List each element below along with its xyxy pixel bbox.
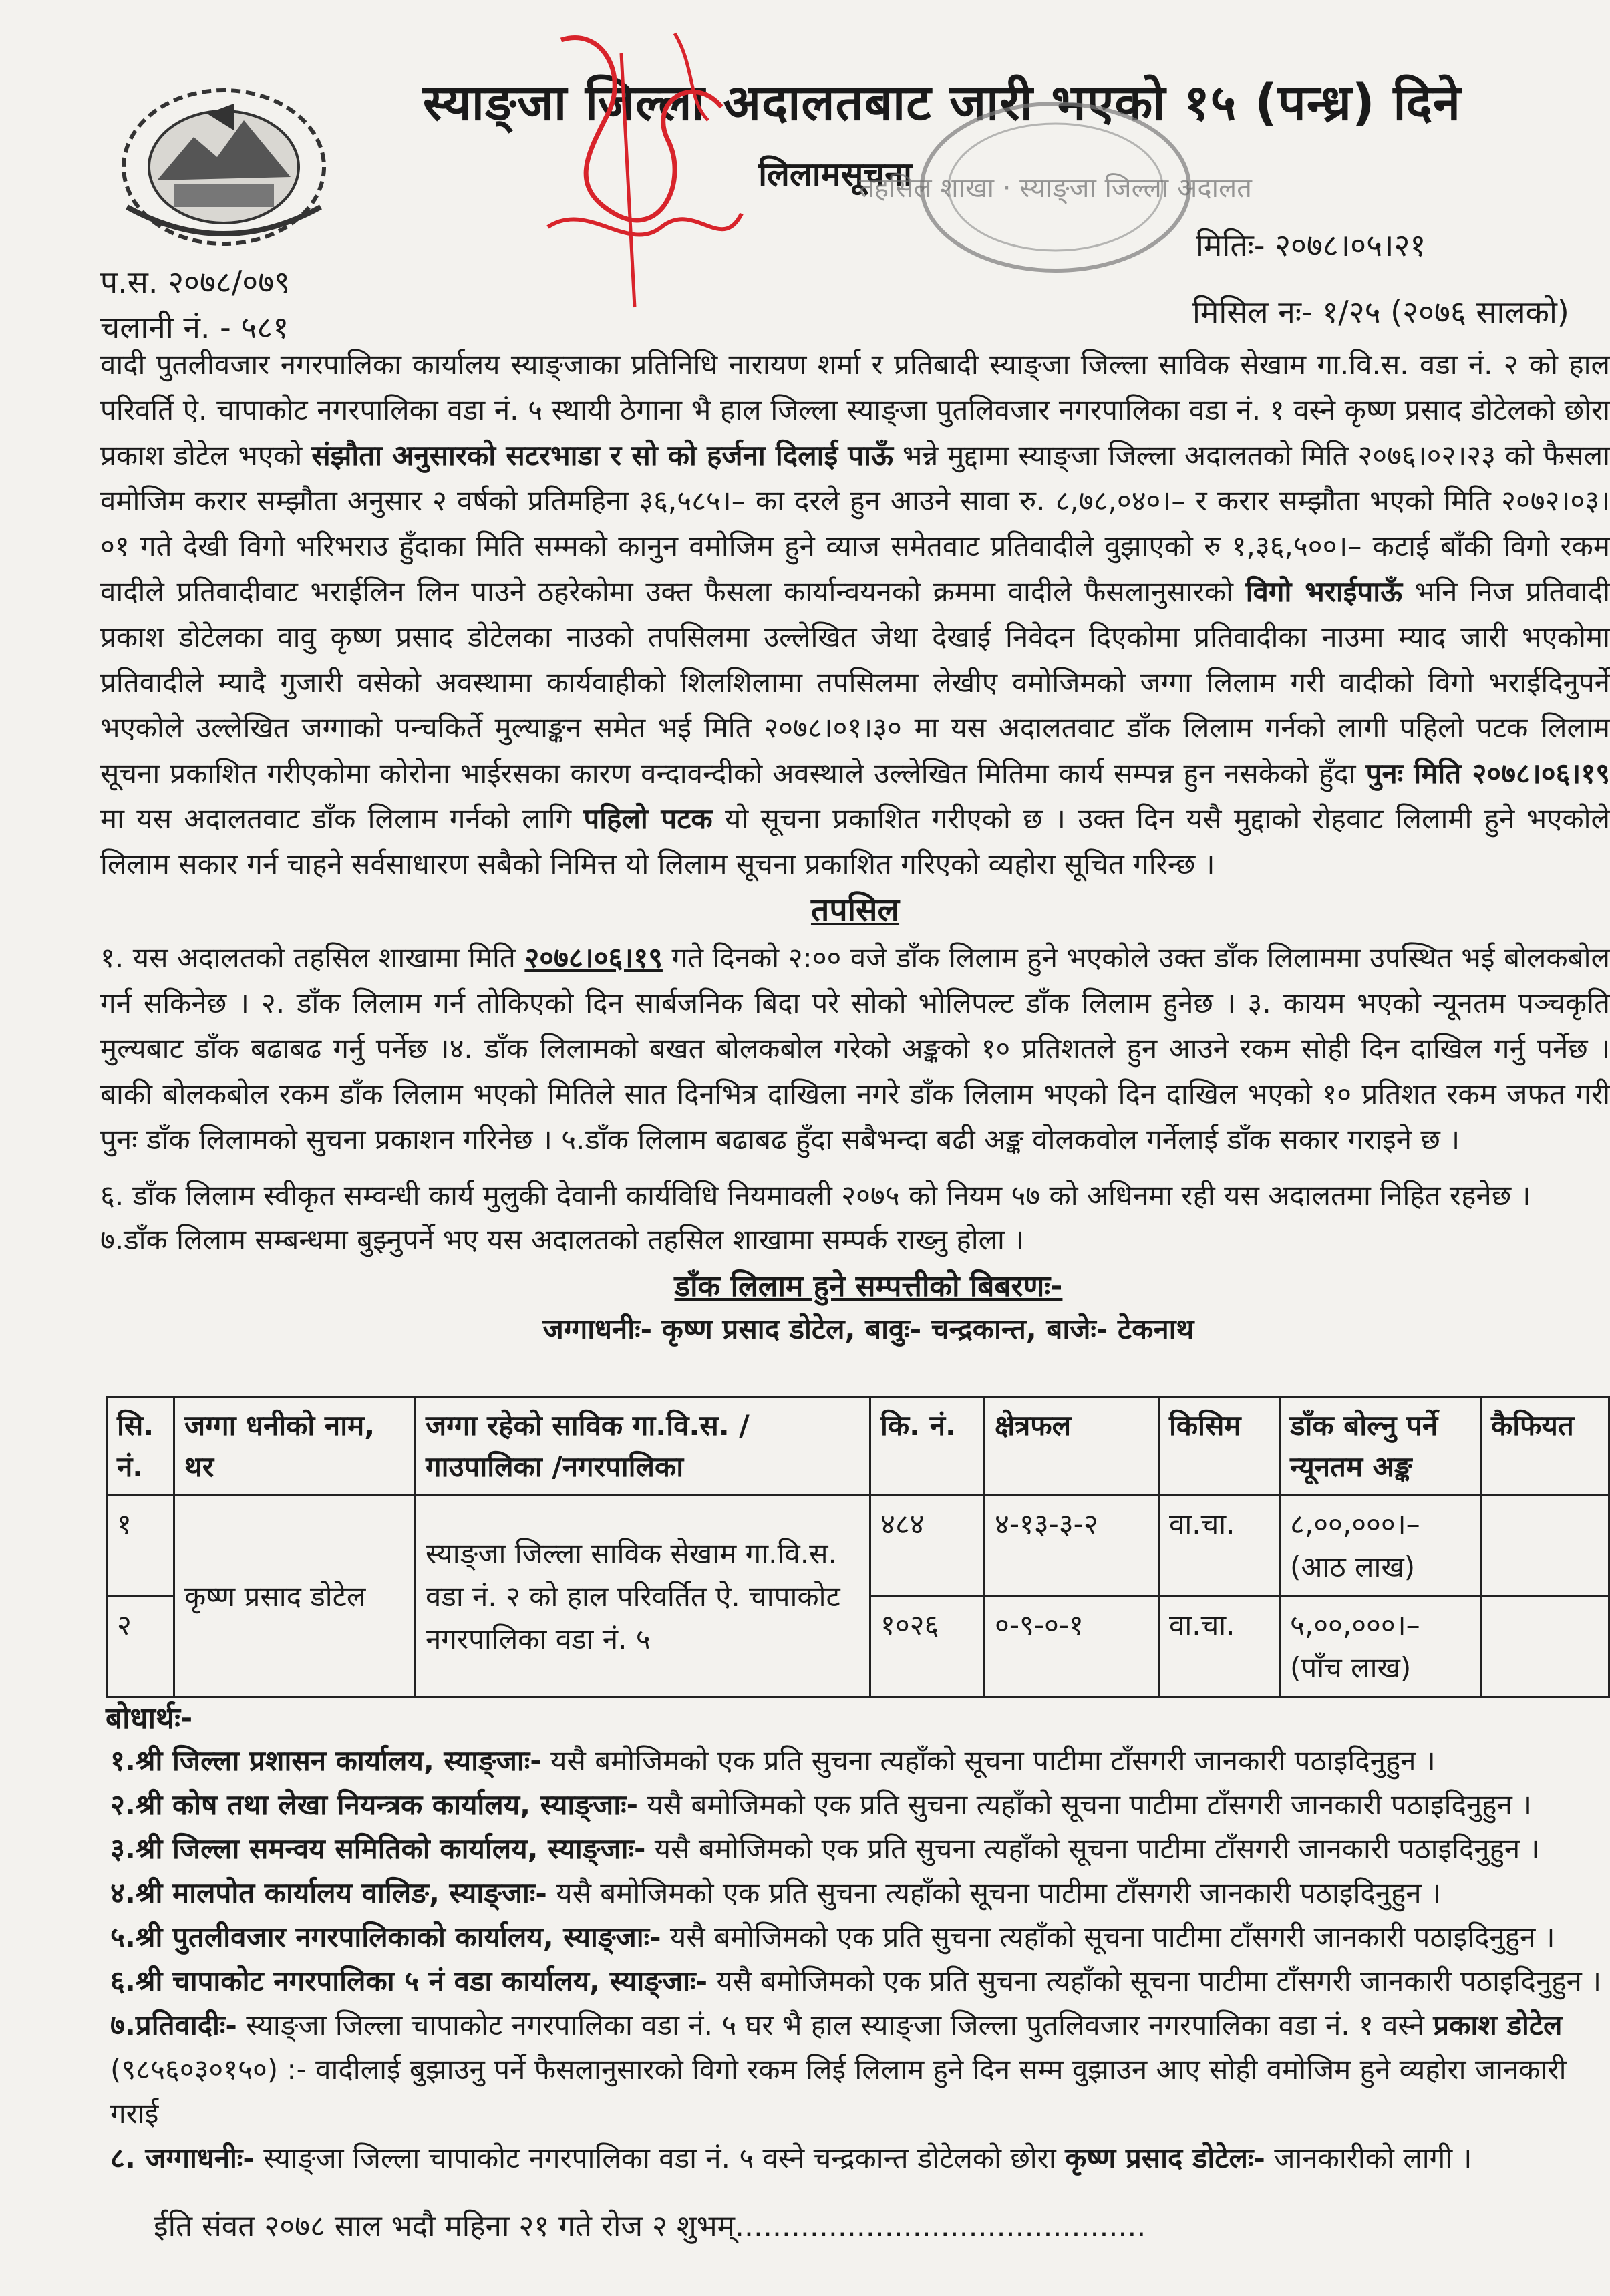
row-area: ४-१३-३-२ — [985, 1496, 1159, 1597]
col-remarks: कैफियत — [1481, 1398, 1609, 1496]
col-sn: सि. नं. — [107, 1398, 174, 1496]
row-location: स्याङ्जा जिल्ला साविक सेखाम गा.वि.स. वडा नं. २ को हाल परिवर्तित ऐ. चापाकोट नगरपालिका वडा नं. ५ — [416, 1496, 870, 1697]
col-owner: जग्गा धनीको नाम, थर — [174, 1398, 416, 1496]
cc-item: ६.श्री चापाकोट नगरपालिका ५ नं वडा कार्यालय, स्याङ्जाः- यसै बमोजिमको एक प्रति सुचना त्यहाँको सूचना पाटीमा टाँसगरी जानकारी पठाइदिनुहुन । — [110, 1965, 1602, 1997]
stamp-text: तहसिल शाखा · स्याङ्जा जिल्ला अदालत — [859, 173, 1252, 204]
col-type: किसिम — [1159, 1398, 1280, 1496]
notice-date: मितिः- २०७८।०५।२१ — [1196, 227, 1426, 263]
col-min-amount: डाँक बोल्नु पर्ने न्यूनतम अङ्क — [1280, 1398, 1481, 1496]
main-paragraph: वादी पुतलीवजार नगरपालिका कार्यालय स्याङ्जाका प्रतिनिधि नारायण शर्मा र प्रतिबादी स्याङ्जा जिल्ला साविक सेखाम गा.वि.स. वडा नं. २ को हाल परिवर्ति ऐ. चापाकोट नगरपालिका वडा नं. ५ स्थायी ठेगाना भै हाल जिल्ला स्याङ्जा पुतलिवजार नगरपालिका वडा नं. १ वस्ने कृष्ण प्रसाद डोटेलको छोरा प्रकाश डोटेल भएको संझौता अनुसारको सटरभाडा र सो को हर्जना दिलाई पाऊँ भन्ने मुद्दामा स्याङ्जा जिल्ला अदालतको मिति २०७६।०२।२३ को फैसला वमोजिम करार सम्झौता अनुसार २ वर्षको प्रतिमहिना ३६,५८५।– का दरले हुन आउने सावा रु. ८,७८,०४०।– र करार सम्झौता भएको मिति २०७२।०३।०१ गते देखी विगो भरिभराउ हुँदाका मिति सम्मको कानुन वमोजिम हुने व्याज समेतवाट प्रतिवादीले वुझाएको रु १,३६,५००।– कटाई बाँकी विगो रकम वादीले प्रतिवादीवाट भराईलिन लिन पाउने ठहरेकोमा उक्त फैसला कार्यान्वयनको क्रममा वादीले फैसलानुसारको विगो भराईपाऊँ भनि निज प्रतिवादी प्रकाश डोटेलका वावु कृष्ण प्रसाद डोटेलका नाउको तपसिलमा उल्लेखित जेथा देखाई निवेदन दिएकोमा प्रतिवादीका नाउमा म्याद जारी भएकोमा प्रतिवादीले म्यादै गुजारी वसेको अवस्थामा कार्यवाहीको शिलशिलामा तपसिलमा लेखीए वमोजिमको जग्गा लिलाम गरी वादीको विगो भराईदिनुपर्ने भएकोले उल्लेखित जग्गाको पन्चकिर्ते मुल्याङ्कन समेत भई मिति २०७८।०१।३० मा यस अदालतवाट डाँक लिलाम गर्नको लागी पहिलो पटक लिलाम सूचना प्रकाशित गरीएकोमा कोरोना भाईरसका कारण वन्दावन्दीको अवस्थाले उल्लेखित मितिमा कार्य सम्पन्न हुन नसकेको हुँदा पुनः मिति २०७८।०६।१९ मा यस अदालतवाट डाँक लिलाम गर्नको लागि पहिलो पटक यो सूचना प्रकाशित गरीएको छ । उक्त दिन यसै मुद्दाको रोहवाट लिलामी हुने भएकोले लिलाम सकार गर्न चाहने सर्वसाधारण सबैको निमित्त यो लिलाम सूचना प्रकाशित गरिएको व्यहोरा सूचित गरिन्छ । — [100, 348, 1610, 880]
cc-item-landowner: ८. जग्गाधनीः- स्याङ्जा जिल्ला चापाकोट नगरपालिका वडा नं. ५ वस्ने चन्द्रकान्त डोटेलको छोरा कृष्ण प्रसाद डोटेलः- जानकारीको लागी । — [110, 2142, 1472, 2174]
signature-icon — [521, 13, 762, 321]
property-heading: डाँक लिलाम हुने सम्पत्तीको बिबरणः- — [674, 1269, 1063, 1303]
cc-item: २.श्री कोष तथा लेखा नियन्त्रक कार्यालय, स्याङ्जाः- यसै बमोजिमको एक प्रति सुचना त्यहाँको सूचना पाटीमा टाँसगरी जानकारी पठाइदिनुहुन । — [110, 1788, 1533, 1821]
row-sn: १ — [107, 1496, 174, 1597]
tapasil-item-7: ७.डाँक लिलाम सम्बन्धमा बुझ्नुपर्ने भए यस अदालतको तहसिल शाखामा सम्पर्क राख्नु होला । — [100, 1223, 1025, 1256]
cc-item-respondent: ७.प्रतिवादीः- स्याङ्जा जिल्ला चापाकोट नगरपालिका वडा नं. ५ घर भै हाल स्याङ्जा जिल्ला पुतलिवजार नगरपालिका वडा नं. १ वस्ने प्रकाश डोटेल (९८५६०३०१५०) :- वादीलाई बुझाउनु पर्ने फैसलानुसारको विगो रकम लिई लिलाम हुने दिन सम्म वुझाउन आए सोही वमोजिम हुने व्यहोरा जानकारी गराई — [110, 2009, 1567, 2130]
col-location: जग्गा रहेको साविक गा.वि.स. / गाउपालिका /नगरपालिका — [416, 1398, 870, 1496]
row-kitta: ४८४ — [870, 1496, 985, 1597]
dispatch-number: चलानी नं. - ५८१ — [100, 309, 289, 345]
col-area: क्षेत्रफल — [985, 1398, 1159, 1496]
court-stamp-icon — [855, 80, 1252, 301]
tapasil-paragraph: १. यस अदालतको तहसिल शाखामा मिति २०७८।०६।१९ गते दिनको २:०० वजे डाँक लिलाम हुने भएकोले उक्त डाँक लिलाममा उपस्थित भई बोलकबोल गर्न सकिनेछ । २. डाँक लिलाम गर्न तोकिएको दिन सार्बजनिक बिदा परे सोको भोलिपल्ट डाँक लिलाम हुनेछ । ३. कायम भएको न्यूनतम पञ्चकृति मुल्यबाट डाँक बढाबढ गर्नु पर्नेछ ।४. डाँक लिलामको बखत बोलकबोल गरेको अङ्कको १० प्रतिशतले हुन आउने रकम सोही दिन दाखिल गर्नु पर्नेछ । बाकी बोलकबोल रकम डाँक लिलाम भएको मितिले सात दिनभित्र दाखिला नगरे डाँक लिलाम भएको दिन दाखिल भएको १० प्रतिशत रकम जफत गरी पुनः डाँक लिलामको सुचना प्रकाशन गरिनेछ । ५.डाँक लिलाम बढाबढ हुँदा सबैभन्दा बढी अङ्क वोलकवोल गर्नेलाई डाँक सकार गराइने छ । — [100, 941, 1610, 1156]
file-number: मिसिल नः- १/२५ (२०७६ सालको) — [1192, 294, 1569, 330]
row-remarks — [1481, 1597, 1609, 1697]
col-kitta: कि. नं. — [870, 1398, 985, 1496]
row-remarks — [1481, 1496, 1609, 1597]
notice-subtitle: लिलामसूचना — [758, 155, 912, 194]
row-amount: ५,००,०००।– (पाँच लाख) — [1280, 1597, 1481, 1697]
row-amount: ८,००,०००।– (आठ लाख) — [1280, 1496, 1481, 1597]
tapasil-heading: तपसिल — [810, 891, 900, 929]
nepal-emblem-icon — [100, 67, 347, 254]
row-kitta: १०२६ — [870, 1597, 985, 1697]
row-sn: २ — [107, 1597, 174, 1697]
tapasil-item-6: ६. डाँक लिलाम स्वीकृत सम्वन्धी कार्य मुलुकी देवानी कार्यविधि नियमावली २०७५ को नियम ५७ को अधिनमा रही यस अदालतमा निहित रहनेछ । — [100, 1179, 1531, 1212]
fiscal-year: प.स. २०७८/०७९ — [100, 264, 291, 300]
cc-item: १.श्री जिल्ला प्रशासन कार्यालय, स्याङ्जाः- यसै बमोजिमको एक प्रति सुचना त्यहाँको सूचना पाटीमा टाँसगरी जानकारी पठाइदिनुहुन । — [110, 1744, 1436, 1777]
cc-item: ४.श्री मालपोत कार्यालय वालिङ, स्याङ्जाः- यसै बमोजिमको एक प्रति सुचना त्यहाँको सूचना पाटीमा टाँसगरी जानकारी पठाइदिनुहुन । — [110, 1876, 1441, 1909]
cc-item: ३.श्री जिल्ला समन्वय समितिको कार्यालय, स्याङ्जाः- यसै बमोजिमको एक प्रति सुचना त्यहाँको सूचना पाटीमा टाँसगरी जानकारी पठाइदिनुहुन । — [110, 1832, 1540, 1865]
cc-item: ५.श्री पुतलीवजार नगरपालिकाको कार्यालय, स्याङ्जाः- यसै बमोजिमको एक प्रति सुचना त्यहाँको सूचना पाटीमा टाँसगरी जानकारी पठाइदिनुहुन । — [110, 1921, 1555, 1953]
closing-line: ईति संवत २०७८ साल भदौ महिना २१ गते रोज २ शुभम्............................................ — [154, 2209, 1146, 2243]
notice-title: स्याङ्जा जिल्ला अदालतबाट जारी भएको १५ (पन्ध्र) दिने — [423, 74, 1461, 132]
table-header-row — [107, 1398, 1609, 1496]
cc-label: बोधार्थः- — [106, 1701, 193, 1736]
row-owner: कृष्ण प्रसाद डोटेल — [174, 1496, 416, 1697]
owner-line: जग्गाधनीः- कृष्ण प्रसाद डोटेल, बावुः- चन्द्रकान्त, बाजेः- टेकनाथ — [542, 1313, 1194, 1345]
row-type: वा.चा. — [1159, 1597, 1280, 1697]
row-type: वा.चा. — [1159, 1496, 1280, 1597]
row-area: ०-९-०-१ — [985, 1597, 1159, 1697]
property-table — [106, 1396, 1610, 1698]
table-row — [107, 1496, 1609, 1597]
